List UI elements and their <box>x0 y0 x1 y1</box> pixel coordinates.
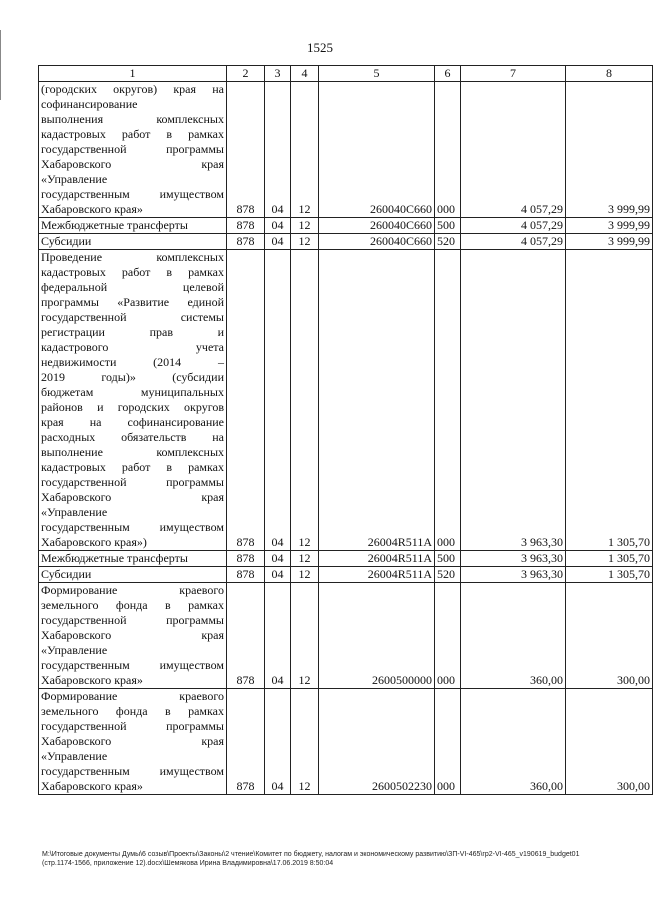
code-pr: 12 <box>291 218 319 234</box>
description-line: государственным имуществом <box>41 764 224 778</box>
code-target: 260040С660 <box>319 234 435 250</box>
description-line: кадастрового учета <box>41 340 224 354</box>
description-line: Проведение комплексных <box>41 250 224 264</box>
amount-fact: 3 999,99 <box>566 234 653 250</box>
amount-plan: 4 057,29 <box>461 234 566 250</box>
code-rz: 04 <box>265 250 291 551</box>
code-gr: 878 <box>227 250 265 551</box>
code-gr: 878 <box>227 567 265 583</box>
description-line: кадастровых работ в рамках <box>41 460 224 474</box>
description-line: Хабаровского края <box>41 628 224 642</box>
code-gr: 878 <box>227 689 265 795</box>
row-description <box>39 567 227 583</box>
description-line: «Управление <box>41 749 108 763</box>
amount-plan: 3 963,30 <box>461 551 566 567</box>
code-target: 2600502230 <box>319 689 435 795</box>
footer-path-line: (стр.1174-1566, приложение 12).docx\Шемякова Ирина Владимировна\17.06.2019 8:50:04 <box>42 860 334 867</box>
table-row <box>39 567 653 583</box>
description-line: государственным имуществом <box>41 520 224 534</box>
amount-plan: 4 057,29 <box>461 218 566 234</box>
code-target: 260040С660 <box>319 82 435 218</box>
code-target: 260040С660 <box>319 218 435 234</box>
description-line: Хабаровского края <box>41 490 224 504</box>
row-description <box>39 689 227 795</box>
code-type: 000 <box>435 689 461 795</box>
code-pr: 12 <box>291 234 319 250</box>
amount-fact: 3 999,99 <box>566 82 653 218</box>
table-row <box>39 250 653 551</box>
description-line: Формирование краевого <box>41 689 224 703</box>
amount-fact: 1 305,70 <box>566 250 653 551</box>
amount-plan: 360,00 <box>461 689 566 795</box>
row-description <box>39 250 227 551</box>
header-cell: 5 <box>319 66 435 82</box>
code-rz: 04 <box>265 234 291 250</box>
description-line: выполнения комплексных <box>41 112 224 126</box>
code-rz: 04 <box>265 82 291 218</box>
amount-plan: 4 057,29 <box>461 82 566 218</box>
description-line: государственной программы <box>41 613 224 627</box>
document-footer <box>42 850 617 868</box>
description-line: государственным имуществом <box>41 658 224 672</box>
amount-plan: 360,00 <box>461 583 566 689</box>
code-rz: 04 <box>265 218 291 234</box>
description-line: Субсидии <box>41 234 92 248</box>
description-line: государственным имуществом <box>41 187 224 201</box>
description-line: (городских округов) края на <box>41 82 224 96</box>
description-line: кадастровых работ в рамках <box>41 265 224 279</box>
code-type: 500 <box>435 218 461 234</box>
code-pr: 12 <box>291 82 319 218</box>
table-row <box>39 583 653 689</box>
header-cell: 4 <box>291 66 319 82</box>
description-line: Межбюджетные трансферты <box>41 218 188 232</box>
description-line: Формирование краевого <box>41 583 224 597</box>
code-gr: 878 <box>227 218 265 234</box>
header-cell: 3 <box>265 66 291 82</box>
amount-fact: 1 305,70 <box>566 567 653 583</box>
amount-plan: 3 963,30 <box>461 250 566 551</box>
description-line: «Управление <box>41 505 108 519</box>
description-line: государственной системы <box>41 310 224 324</box>
amount-plan: 3 963,30 <box>461 567 566 583</box>
amount-fact: 300,00 <box>566 583 653 689</box>
description-line: Хабаровского края» <box>41 202 143 216</box>
code-type: 500 <box>435 551 461 567</box>
amount-fact: 3 999,99 <box>566 218 653 234</box>
description-line: недвижимости (2014 – <box>41 355 224 369</box>
code-pr: 12 <box>291 567 319 583</box>
code-target: 26004R511A <box>319 567 435 583</box>
description-line: края на софинансирование <box>41 415 224 429</box>
description-line: 2019 годы)» (субсидии <box>41 370 224 384</box>
description-line: расходных обязательств на <box>41 430 224 444</box>
row-description <box>39 82 227 218</box>
code-gr: 878 <box>227 583 265 689</box>
code-type: 520 <box>435 567 461 583</box>
description-line: Субсидии <box>41 567 92 581</box>
code-target: 26004R511A <box>319 250 435 551</box>
row-description <box>39 583 227 689</box>
description-line: Хабаровского края» <box>41 779 143 793</box>
code-target: 2600500000 <box>319 583 435 689</box>
code-pr: 12 <box>291 689 319 795</box>
code-pr: 12 <box>291 583 319 689</box>
row-description <box>39 234 227 250</box>
header-cell: 1 <box>39 66 227 82</box>
code-pr: 12 <box>291 250 319 551</box>
code-type: 000 <box>435 250 461 551</box>
code-type: 000 <box>435 583 461 689</box>
table-row <box>39 218 653 234</box>
description-line: федеральной целевой <box>41 280 224 294</box>
description-line: «Управление <box>41 172 108 186</box>
code-type: 000 <box>435 82 461 218</box>
description-line: регистрации прав и <box>41 325 224 339</box>
description-line: Хабаровского края» <box>41 673 143 687</box>
description-line: государственной программы <box>41 475 224 489</box>
description-line: кадастровых работ в рамках <box>41 127 224 141</box>
row-description <box>39 218 227 234</box>
footer-path-line: M:\Итоговые документы Думы\6 созыв\Проекты\Законы\2 чтение\Комитет по бюджету, налогам и экономическому развитию\ЗП-VI-465\гр2-VI-465_v190619_budget01 <box>42 851 580 858</box>
description-line: софинансирование <box>41 97 138 111</box>
table-row <box>39 689 653 795</box>
header-cell: 6 <box>435 66 461 82</box>
header-cell: 2 <box>227 66 265 82</box>
table-row <box>39 234 653 250</box>
description-line: Межбюджетные трансферты <box>41 551 188 565</box>
code-gr: 878 <box>227 551 265 567</box>
table-row <box>39 82 653 218</box>
code-pr: 12 <box>291 551 319 567</box>
description-line: государственной программы <box>41 142 224 156</box>
header-row <box>39 66 653 82</box>
row-description <box>39 551 227 567</box>
code-type: 520 <box>435 234 461 250</box>
description-line: земельного фонда в рамках <box>41 598 224 612</box>
budget-table <box>38 65 653 795</box>
code-rz: 04 <box>265 689 291 795</box>
description-line: «Управление <box>41 643 108 657</box>
code-gr: 878 <box>227 82 265 218</box>
description-line: районов и городских округов <box>41 400 224 414</box>
description-line: Хабаровского края <box>41 157 224 171</box>
description-line: государственной программы <box>41 719 224 733</box>
description-line: земельного фонда в рамках <box>41 704 224 718</box>
code-rz: 04 <box>265 583 291 689</box>
code-gr: 878 <box>227 234 265 250</box>
header-cell: 8 <box>566 66 653 82</box>
amount-fact: 300,00 <box>566 689 653 795</box>
amount-fact: 1 305,70 <box>566 551 653 567</box>
table-row <box>39 551 653 567</box>
page-number: 1525 <box>307 40 333 55</box>
code-target: 26004R511A <box>319 551 435 567</box>
description-line: Хабаровского края <box>41 734 224 748</box>
code-rz: 04 <box>265 567 291 583</box>
description-line: программы «Развитие единой <box>41 295 224 309</box>
description-line: выполнение комплексных <box>41 445 224 459</box>
header-cell: 7 <box>461 66 566 82</box>
code-rz: 04 <box>265 551 291 567</box>
description-line: Хабаровского края») <box>41 535 147 549</box>
description-line: бюджетам муниципальных <box>41 385 224 399</box>
